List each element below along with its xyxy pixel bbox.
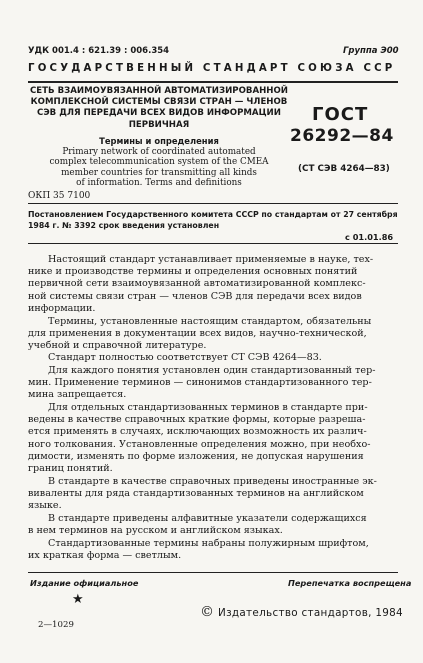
body-line: димости, изменять по форме изложения, не допуская нарушения	[28, 450, 364, 462]
body-line: мин. Применение терминов — синонимов стандартизованного тер-	[28, 377, 372, 389]
official-edition: Издание официальное	[30, 578, 139, 588]
title-ru-line: СЕТЬ ВЗАИМОУВЯЗАННОЙ АВТОМАТИЗИРОВАННОЙ	[30, 86, 288, 96]
gost-label: ГОСТ	[312, 104, 369, 125]
body-line: Стандарт полностью соответствует СТ СЭВ 4264—83.	[48, 352, 322, 363]
date-rule	[28, 243, 398, 244]
body-line: языке.	[28, 500, 62, 512]
body-paragraph	[28, 513, 397, 537]
body-line: ется применять в случаях, исключающих возможность их различ-	[28, 426, 367, 438]
group-code: Группа Э00	[343, 46, 399, 56]
title-ru-line: КОМПЛЕКСНОЙ СИСТЕМЫ СВЯЗИ СТРАН — ЧЛЕНОВ	[30, 97, 288, 108]
body-line: ного толкования. Установленные определения можно, при необхо-	[28, 438, 371, 450]
effective-date: с 01.01.86	[345, 232, 394, 242]
title-rule	[28, 203, 398, 204]
decree-line: Постановлением Государственного комитета СССР по стандартам от 27 сентября	[28, 210, 398, 219]
subtitle-ru: Термины и определения	[99, 136, 219, 146]
body-line: виваленты для ряда стандартизованных терминов на английском	[28, 488, 364, 500]
title-ru-line: ПЕРВИЧНАЯ	[128, 119, 190, 130]
body-line: В стандарте в качестве справочных приведены иностранные эк-	[48, 476, 377, 487]
title-en-line: member countries for transmitting all kinds	[61, 167, 257, 178]
decree-text	[28, 209, 398, 231]
title-en	[28, 147, 290, 188]
state-standard-banner: ГОСУДАРСТВЕННЫЙ СТАНДАРТ СОЮЗА ССР	[28, 63, 396, 74]
title-en-line: Primary network of coordinated automated	[62, 147, 256, 157]
st-sev-reference: (СТ СЭВ 4264—83)	[298, 164, 390, 174]
reprint-prohibited: Перепечатка воспрещена	[288, 578, 412, 588]
body-line: учебной и справочной литературе.	[28, 340, 207, 352]
body-line: мина запрещается.	[28, 389, 127, 401]
body-line: Для отдельных стандартизованных терминов в стандарте при-	[48, 402, 368, 413]
body-line: ной системы связи стран — членов СЭВ для передачи всех видов	[28, 290, 362, 302]
title-ru	[28, 86, 290, 131]
body-line: Стандартизованные термины набраны полужирным шрифтом,	[48, 538, 369, 549]
footer-rule	[28, 572, 398, 573]
body-paragraph	[28, 254, 397, 315]
body-line: в нем терминов на русском и английском языках.	[28, 525, 283, 537]
body-line: границ понятий.	[28, 463, 113, 475]
publisher: Издательство стандартов, 1984	[218, 607, 403, 619]
body-line: их краткая форма — светлым.	[28, 550, 182, 562]
copyright-icon: ©	[200, 604, 214, 620]
body-line: Настоящий стандарт устанавливает применяемые в науке, тех-	[48, 254, 374, 265]
body-paragraph	[28, 316, 397, 353]
body-paragraph	[28, 538, 397, 562]
body-line: нике и производстве термины и определения основных понятий	[28, 266, 358, 278]
body-paragraph	[28, 352, 397, 364]
decree-line: 1984 г. № 3392 срок введения установлен	[28, 221, 220, 230]
body-line: В стандарте приведены алфавитные указатели содержащихся	[48, 513, 367, 524]
body-line: Для каждого понятия установлен один стандартизованный тер-	[48, 365, 376, 376]
udk-code: УДК 001.4 : 621.39 : 006.354	[28, 46, 170, 56]
okp-code: ОКП 35 7100	[28, 191, 91, 201]
title-en-line: complex telecommunication system of the CMEA	[49, 157, 269, 168]
body-line: ведены в качестве справочных краткие формы, которые разреша-	[28, 414, 366, 426]
gost-number: 26292—84	[290, 126, 394, 146]
body-paragraph	[28, 365, 397, 402]
body-line: для применения в документации всех видов, научно-технической,	[28, 328, 367, 340]
body-line: первичной сети взаимоувязанной автоматизированной комплекс-	[28, 278, 366, 290]
body-line: Термины, установленные настоящим стандартом, обязательны	[48, 316, 372, 327]
header-rule	[28, 81, 398, 83]
body-paragraph	[28, 476, 397, 513]
body-paragraph	[28, 402, 397, 475]
star-icon: ★	[72, 592, 84, 607]
title-ru-line: СЭВ ДЛЯ ПЕРЕДАЧИ ВСЕХ ВИДОВ ИНФОРМАЦИИ	[37, 108, 281, 119]
title-en-line: of information. Terms and definitions	[76, 177, 242, 188]
print-code: 2—1029	[38, 620, 74, 630]
body-line: информации.	[28, 302, 96, 314]
